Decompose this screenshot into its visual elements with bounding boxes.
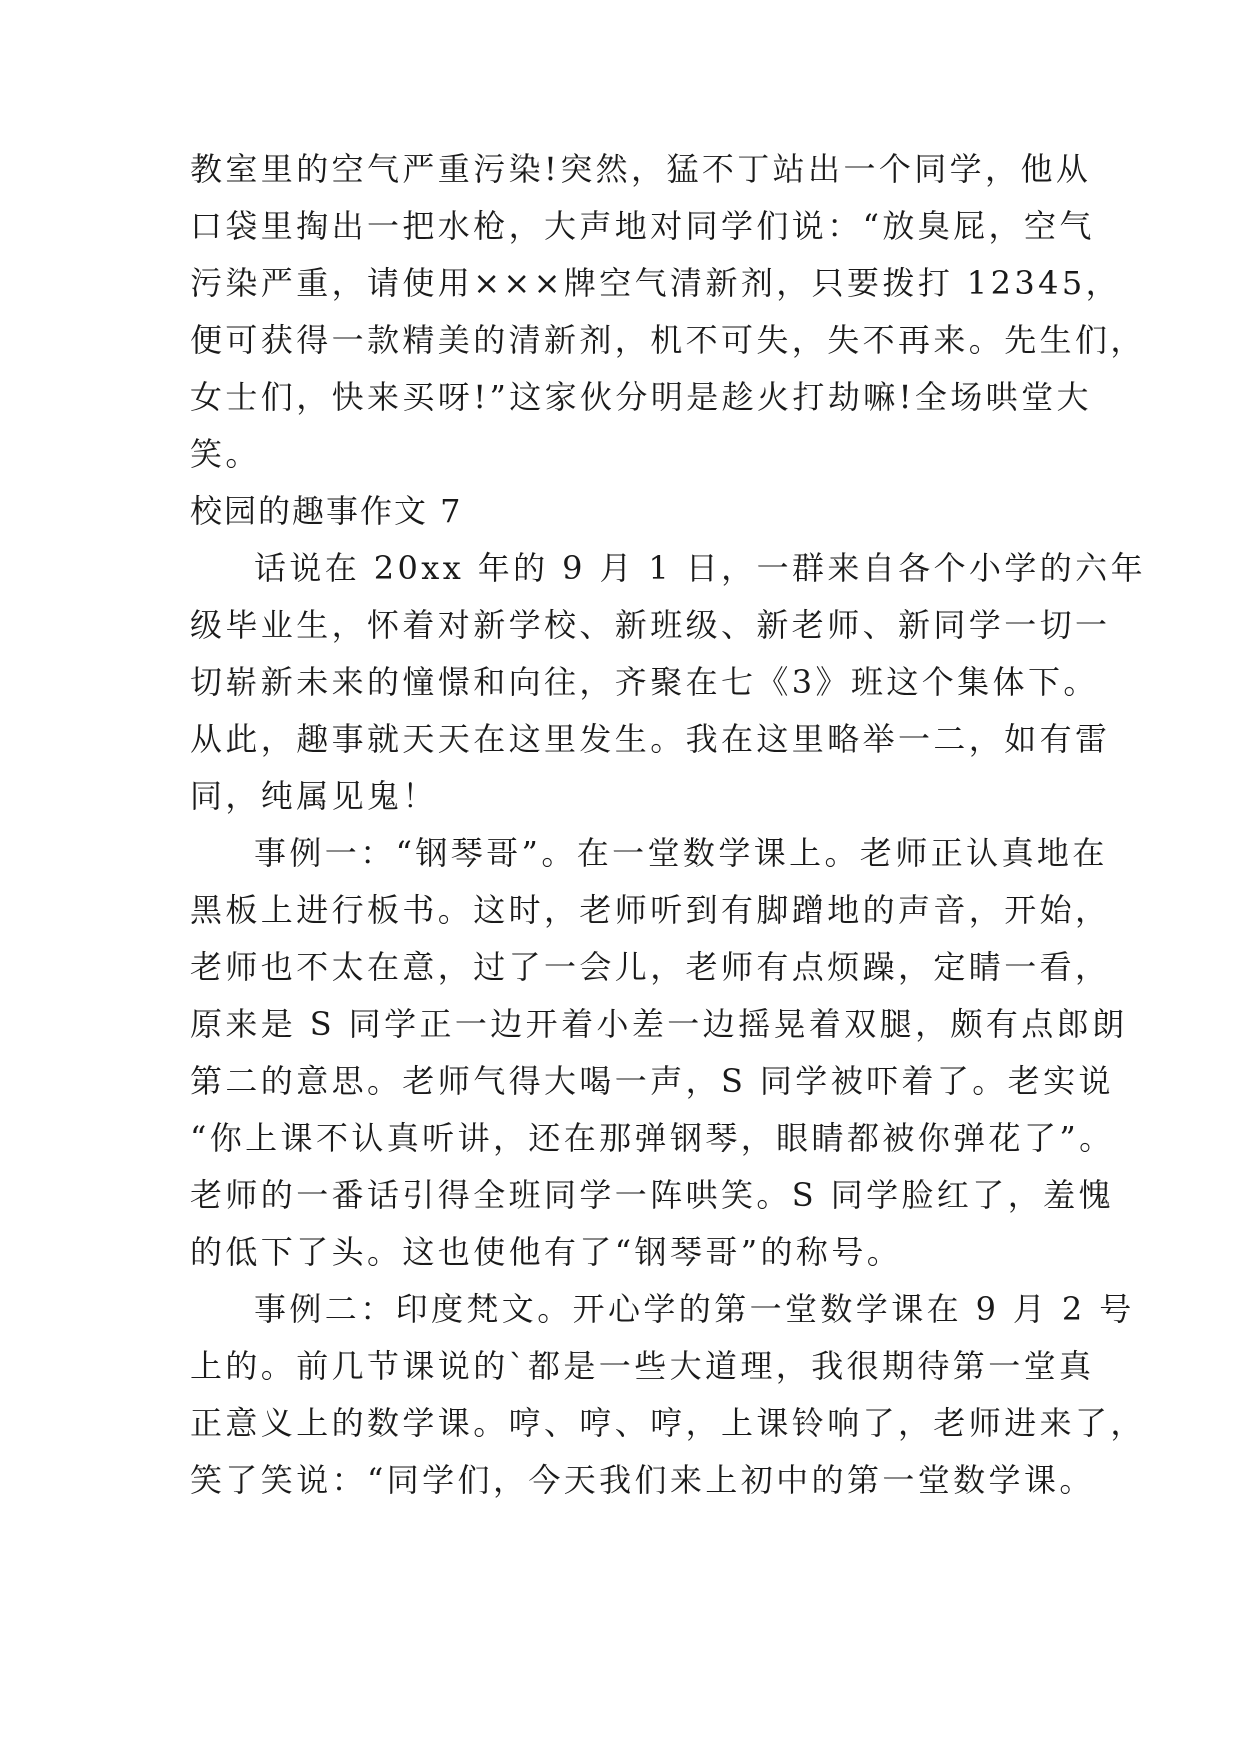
- paragraph-line: 切崭新未来的憧憬和向往，齐聚在七《3》班这个集体下。: [190, 663, 1099, 701]
- paragraph-line: 的低下了头。这也使他有了“钢琴哥”的称号。: [190, 1233, 903, 1271]
- paragraph-line: 黑板上进行板书。这时，老师听到有脚蹭地的声音，开始，: [190, 891, 1111, 929]
- text-line: 笑。: [190, 435, 261, 473]
- text-line: 女士们，快来买呀!”这家伙分明是趁火打劫嘛!全场哄堂大: [190, 378, 1092, 416]
- paragraph-line: 老师也不太在意，过了一会儿，老师有点烦躁，定睛一看，: [190, 948, 1111, 986]
- paragraph-line: 老师的一番话引得全班同学一阵哄笑。S 同学脸红了，羞愧: [190, 1176, 1114, 1214]
- paragraph-line: 笑了笑说：“同学们，今天我们来上初中的第一堂数学课。: [190, 1461, 1095, 1499]
- paragraph-line: 事例一：“钢琴哥”。在一堂数学课上。老师正认真地在: [254, 834, 1108, 872]
- paragraph-line: 从此，趣事就天天在这里发生。我在这里略举一二，如有雷: [190, 720, 1111, 758]
- paragraph-line: 原来是 S 同学正一边开着小差一边摇晃着双腿，颇有点郎朗: [190, 1005, 1128, 1043]
- text-line: 污染严重，请使用×××牌空气清新剂，只要拨打 12345，: [190, 264, 1122, 302]
- paragraph-line: 第二的意思。老师气得大喝一声，S 同学被吓着了。老实说: [190, 1062, 1114, 1100]
- paragraph-line: 同，纯属见鬼！: [190, 777, 438, 815]
- text-line: 便可获得一款精美的清新剂，机不可失，失不再来。先生们，: [190, 321, 1146, 359]
- paragraph-line: 正意义上的数学课。哼、哼、哼，上课铃响了，老师进来了，: [190, 1404, 1146, 1442]
- text-line: 口袋里掏出一把水枪，大声地对同学们说：“放臭屁，空气: [190, 207, 1095, 245]
- paragraph-line: 事例二：印度梵文。开心学的第一堂数学课在 9 月 2 号: [254, 1290, 1135, 1328]
- paragraph-line: 级毕业生，怀着对新学校、新班级、新老师、新同学一切一: [190, 606, 1111, 644]
- section-heading: 校园的趣事作文 7: [190, 492, 463, 530]
- paragraph-line: “你上课不认真听讲，还在那弹钢琴，眼睛都被你弹花了”。: [190, 1119, 1115, 1157]
- paragraph-line: 话说在 20xx 年的 9 月 1 日，一群来自各个小学的六年: [254, 549, 1146, 587]
- text-line: 教室里的空气严重污染!突然，猛不丁站出一个同学，他从: [190, 150, 1092, 188]
- paragraph-line: 上的。前几节课说的`都是一些大道理，我很期待第一堂真: [190, 1347, 1095, 1385]
